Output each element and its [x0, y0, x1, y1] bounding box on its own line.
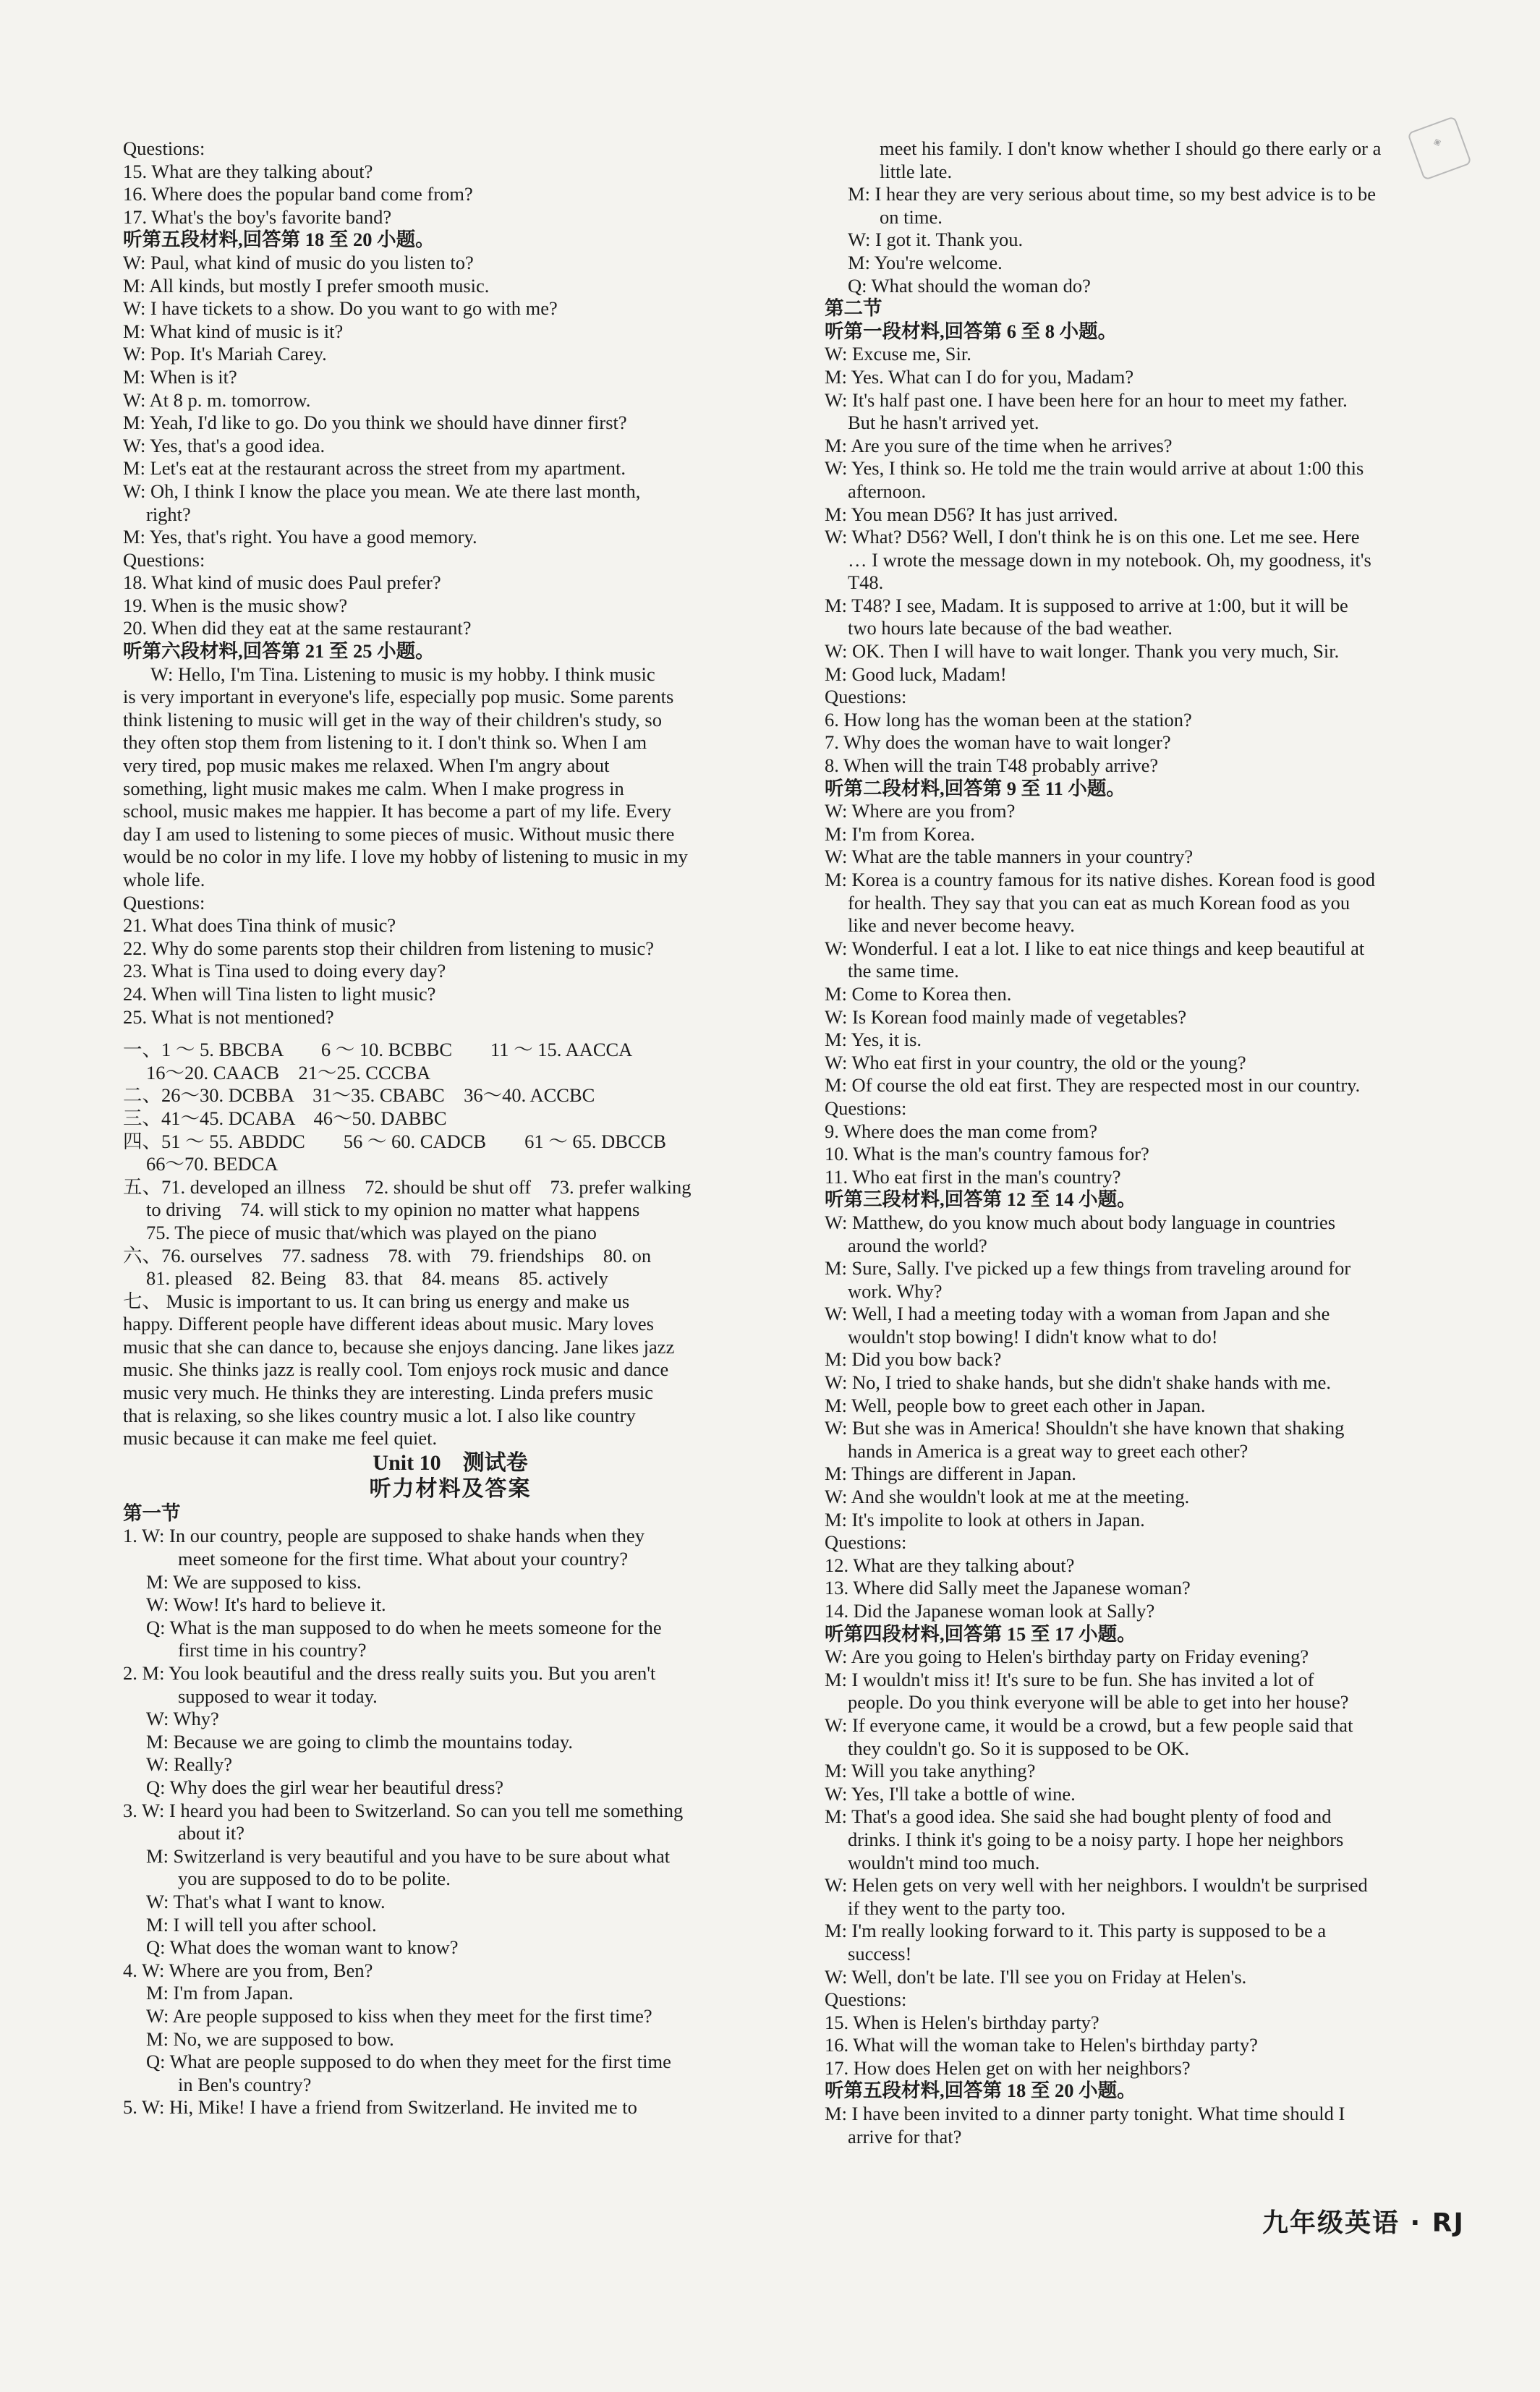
text-line: 二、26～30. DCBBA 31～35. CBABC 36～40. ACCBC	[123, 1084, 595, 1107]
text-line: 5. W: Hi, Mike! I have a friend from Switzerland. He invited me to	[123, 2096, 637, 2119]
text-line: whole life.	[123, 869, 205, 890]
text-line: 81. pleased 82. Being 83. that 84. means 85. actively	[146, 1267, 608, 1290]
text-line: Q: What does the woman want to know?	[146, 1936, 459, 1959]
text-line: on time.	[880, 205, 943, 228]
text-line: happy. Different people have different ideas about music. Mary loves	[123, 1313, 654, 1335]
text-line: M: Are you sure of the time when he arrives?	[825, 434, 1173, 456]
text-line: M: Well, people bow to greet each other in Japan.	[825, 1394, 1206, 1416]
text-line: W: Helen gets on very well with her neighbors. I wouldn't be surprised	[825, 1874, 1368, 1897]
text-line: M: Things are different in Japan.	[825, 1463, 1076, 1485]
text-line: Q: What is the man supposed to do when he meets someone for the	[146, 1616, 662, 1638]
text-line: W: Excuse me, Sir.	[825, 343, 971, 365]
text-line: W: Is Korean food mainly made of vegetables?	[825, 1005, 1187, 1028]
text-line: 6. How long has the woman been at the station?	[825, 708, 1192, 731]
text-line: Questions:	[123, 137, 205, 159]
text-line: music very much. He thinks they are interesting. Linda prefers music	[123, 1382, 653, 1404]
text-line: 16. What will the woman take to Helen's birthday party?	[825, 2034, 1258, 2056]
text-line: M: Yes, that's right. You have a good memory.	[123, 526, 477, 548]
text-line: 13. Where did Sally meet the Japanese woman?	[825, 1577, 1191, 1599]
text-line: school, music makes me happier. It has become a part of my life. Every	[123, 800, 671, 822]
text-line: 12. What are they talking about?	[825, 1554, 1075, 1576]
text-line: Questions:	[825, 1097, 907, 1119]
text-line: W: Well, I had a meeting today with a woman from Japan and she	[825, 1303, 1330, 1325]
text-line: they often stop them from listening to it. I don't think so. When I am	[123, 731, 647, 754]
text-line: 第二节	[825, 297, 882, 320]
text-line: W: OK. Then I will have to wait longer. Thank you very much, Sir.	[825, 640, 1340, 663]
text-line: W: Are you going to Helen's birthday party on Friday evening?	[825, 1646, 1309, 1668]
text-line: 21. What does Tina think of music?	[123, 914, 396, 937]
text-line: right?	[146, 503, 191, 525]
text-line: people. Do you think everyone will be able to get into her house?	[848, 1691, 1349, 1714]
text-line: Questions:	[825, 686, 907, 708]
text-line: W: Oh, I think I know the place you mean. We ate there last month,	[123, 480, 641, 502]
text-line: you are supposed to do to be polite.	[178, 1868, 451, 1890]
text-line: 23. What is Tina used to doing every day?	[123, 960, 446, 982]
text-line: 17. What's the boy's favorite band?	[123, 205, 392, 228]
text-line: Questions:	[825, 1531, 907, 1554]
text-line: M: I wouldn't miss it! It's sure to be fun. She has invited a lot of	[825, 1668, 1314, 1690]
text-line: 15. When is Helen's birthday party?	[825, 2011, 1099, 2033]
text-line: very tired, pop music makes me relaxed. When I'm angry about	[123, 754, 610, 777]
text-line: meet his family. I don't know whether I should go there early or a	[880, 137, 1382, 159]
text-line: Q: Why does the girl wear her beautiful dress?	[146, 1776, 504, 1798]
text-line: 一、1 ～ 5. BBCBA 6 ～ 10. BCBBC 11 ～ 15. AACCA	[123, 1039, 633, 1061]
text-line: is very important in everyone's life, especially pop music. Some parents	[123, 686, 674, 708]
text-line: W: Yes, I'll take a bottle of wine.	[825, 1782, 1076, 1805]
text-line: around the world?	[848, 1234, 987, 1256]
text-line: W: Really?	[146, 1753, 232, 1776]
right-column	[825, 137, 1479, 2148]
text-line: success!	[848, 1942, 912, 1965]
text-line: M: Of course the old eat first. They are respected most in our country.	[825, 1074, 1361, 1097]
text-line: 20. When did they eat at the same restaurant?	[123, 617, 472, 639]
text-line: 11. Who eat first in the man's country?	[825, 1165, 1121, 1188]
text-line: M: I will tell you after school.	[146, 1913, 377, 1936]
text-line: W: At 8 p. m. tomorrow.	[123, 388, 311, 411]
text-line: M: You mean D56? It has just arrived.	[825, 503, 1118, 525]
text-line: 16～20. CAACB 21～25. CCCBA	[146, 1061, 431, 1084]
text-line: 18. What kind of music does Paul prefer?	[123, 571, 441, 594]
text-line: that is relaxing, so she likes country music a lot. I also like country	[123, 1404, 636, 1426]
text-line: about it?	[178, 1822, 244, 1844]
text-line: M: Sure, Sally. I've picked up a few things from traveling around for	[825, 1257, 1351, 1280]
text-line: M: I have been invited to a dinner party tonight. What time should I	[825, 2103, 1345, 2125]
text-line: day I am used to listening to some pieces of music. Without music there	[123, 822, 675, 845]
left-text-block-1	[123, 137, 778, 1450]
text-line: little late.	[880, 160, 953, 182]
text-line: they couldn't go. So it is supposed to be OK.	[848, 1737, 1190, 1759]
text-line: W: Where are you from?	[825, 800, 1016, 822]
page-footer: 九年级英语 · RJ	[1262, 2208, 1465, 2238]
text-line: M: Let's eat at the restaurant across the street from my apartment.	[123, 457, 626, 480]
text-line: 7. Why does the woman have to wait longer?	[825, 731, 1171, 754]
text-line: 听第四段材料,回答第 15 至 17 小题。	[825, 1622, 1136, 1645]
text-line: 25. What is not mentioned?	[123, 1005, 334, 1028]
text-line: wouldn't stop bowing! I didn't know what to do!	[848, 1325, 1218, 1348]
text-line: music that she can dance to, because she enjoys dancing. Jane likes jazz	[123, 1335, 675, 1358]
text-line: M: Yes. What can I do for you, Madam?	[825, 365, 1134, 388]
seal-stamp-icon: ◈	[1407, 116, 1472, 181]
text-line: 七、 Music is important to us. It can bring us energy and make us	[123, 1290, 630, 1312]
text-line: M: Good luck, Madam!	[825, 663, 1007, 685]
text-line: work. Why?	[848, 1280, 943, 1302]
text-line: M: What kind of music is it?	[123, 320, 344, 342]
text-line: W: If everyone came, it would be a crowd, but a few people said that	[825, 1714, 1353, 1736]
text-line: afternoon.	[848, 480, 927, 502]
unit-title: Unit 10 测试卷	[373, 1450, 528, 1475]
text-line: W: What are the table manners in your country?	[825, 846, 1194, 868]
text-line: W: Why?	[146, 1708, 219, 1730]
text-line: 听第二段材料,回答第 9 至 11 小题。	[825, 777, 1126, 799]
text-line: W: And she wouldn't look at me at the meeting.	[825, 1486, 1190, 1508]
text-line: 听第三段材料,回答第 12 至 14 小题。	[825, 1188, 1136, 1211]
text-line: for health. They say that you can eat as much Korean food as you	[848, 891, 1350, 914]
text-line: music because it can make me feel quiet.	[123, 1427, 438, 1450]
text-line: W: Matthew, do you know much about body language in countries	[825, 1211, 1336, 1233]
text-line: W: Yes, that's a good idea.	[123, 434, 326, 456]
text-line: 2. M: You look beautiful and the dress really suits you. But you aren't	[123, 1662, 656, 1684]
text-line: M: Yes, it is.	[825, 1029, 922, 1051]
text-line: W: But she was in America! Shouldn't she have known that shaking	[825, 1417, 1345, 1439]
text-line: M: I hear they are very serious about time, so my best advice is to be	[848, 183, 1377, 205]
text-line: W: Paul, what kind of music do you listen to?	[123, 251, 474, 273]
text-line: 第一节	[123, 1502, 181, 1524]
unit-subtitle: 听力材料及答案	[369, 1476, 532, 1501]
text-line: 4. W: Where are you from, Ben?	[123, 1959, 373, 1981]
text-line: in Ben's country?	[178, 2073, 312, 2095]
text-line: M: T48? I see, Madam. It is supposed to arrive at 1:00, but it will be	[825, 594, 1348, 616]
text-line: W: Yes, I think so. He told me the train would arrive at about 1:00 this	[825, 457, 1364, 480]
text-line: M: It's impolite to look at others in Japan.	[825, 1508, 1145, 1531]
text-line: Q: What should the woman do?	[848, 274, 1091, 297]
text-line: M: You're welcome.	[848, 251, 1003, 273]
text-line: M: When is it?	[123, 365, 237, 388]
text-line: 听第五段材料,回答第 18 至 20 小题。	[825, 2080, 1136, 2102]
text-line: first time in his country?	[178, 1639, 367, 1661]
text-line: 66～70. BEDCA	[146, 1153, 278, 1175]
text-line: 17. How does Helen get on with her neighbors?	[825, 2056, 1191, 2079]
text-line: supposed to wear it today.	[178, 1685, 378, 1707]
left-column	[123, 137, 778, 2119]
text-line: think listening to music will get in the way of their children's study, so	[123, 708, 662, 731]
text-line: W: I got it. Thank you.	[848, 229, 1024, 251]
text-line: W: What? D56? Well, I don't think he is on this one. Let me see. Here	[825, 526, 1360, 548]
text-line: M: Will you take anything?	[825, 1760, 1036, 1782]
text-line: 五、71. developed an illness 72. should be shut off 73. prefer walking	[123, 1175, 692, 1198]
text-line: Questions:	[825, 1988, 907, 2011]
text-line: would be no color in my life. I love my hobby of listening to music in my	[123, 846, 688, 868]
text-line: drinks. I think it's going to be a noisy party. I hope her neighbors	[848, 1828, 1344, 1850]
text-line: 75. The piece of music that/which was played on the piano	[146, 1221, 597, 1243]
text-line: 听第一段材料,回答第 6 至 8 小题。	[825, 320, 1118, 342]
text-line: arrive for that?	[848, 2125, 962, 2148]
text-line: 24. When will Tina listen to light music?	[123, 982, 436, 1005]
text-line: 1. W: In our country, people are supposed to shake hands when they	[123, 1525, 644, 1547]
text-line: hands in America is a great way to greet each other?	[848, 1439, 1248, 1462]
text-line: W: Hello, I'm Tina. Listening to music is my hobby. I think music	[150, 663, 655, 685]
text-line: like and never become heavy.	[848, 914, 1075, 937]
text-line: 22. Why do some parents stop their children from listening to music?	[123, 937, 655, 959]
text-line: music. She thinks jazz is really cool. Tom enjoys rock music and dance	[123, 1358, 669, 1381]
text-line: M: Yeah, I'd like to go. Do you think we should have dinner first?	[123, 412, 627, 434]
text-line: 听第五段材料,回答第 18 至 20 小题。	[123, 229, 435, 251]
text-line: W: That's what I want to know.	[146, 1890, 386, 1912]
text-line: 六、76. ourselves 77. sadness 78. with 79. friendships 80. on	[123, 1244, 652, 1267]
text-line: Questions:	[123, 548, 205, 571]
text-line: M: Did you bow back?	[825, 1348, 1002, 1371]
text-line: 15. What are they talking about?	[123, 160, 373, 182]
text-line: M: I'm from Korea.	[825, 822, 975, 845]
text-line: W: It's half past one. I have been here for an hour to meet my father.	[825, 388, 1348, 411]
text-line: … I wrote the message down in my notebook. Oh, my goodness, it's	[848, 548, 1371, 571]
text-line: 19. When is the music show?	[123, 594, 348, 616]
text-line: W: Wonderful. I eat a lot. I like to eat nice things and keep beautiful at	[825, 937, 1365, 959]
text-line: W: I have tickets to a show. Do you want to go with me?	[123, 297, 558, 320]
text-line: 听第六段材料,回答第 21 至 25 小题。	[123, 640, 435, 663]
text-line: W: Are people supposed to kiss when they meet for the first time?	[146, 2004, 652, 2027]
text-line: 9. Where does the man come from?	[825, 1120, 1097, 1142]
text-line: But he hasn't arrived yet.	[848, 412, 1039, 434]
text-line: W: Wow! It's hard to believe it.	[146, 1593, 386, 1616]
text-line: M: That's a good idea. She said she had bought plenty of food and	[825, 1805, 1332, 1828]
text-line: 14. Did the Japanese woman look at Sally?	[825, 1600, 1155, 1622]
text-line: meet someone for the first time. What about your country?	[178, 1548, 629, 1570]
text-line: M: We are supposed to kiss.	[146, 1570, 362, 1593]
text-line: M: I'm from Japan.	[146, 1982, 294, 2004]
text-line: 8. When will the train T48 probably arrive?	[825, 754, 1159, 777]
text-line: 16. Where does the popular band come from?	[123, 183, 473, 205]
text-line: M: All kinds, but mostly I prefer smooth music.	[123, 274, 490, 297]
text-line: M: Korea is a country famous for its native dishes. Korean food is good	[825, 869, 1375, 890]
text-line: to driving 74. will stick to my opinion no matter what happens	[146, 1199, 640, 1221]
text-line: Questions:	[123, 891, 205, 914]
text-line: 四、51 ～ 55. ABDDC 56 ～ 60. CADCB 61 ～ 65. DBCCB	[123, 1130, 666, 1152]
text-line: W: Who eat first in your country, the old or the young?	[825, 1051, 1246, 1073]
text-line: two hours late because of the bad weather.	[848, 617, 1173, 639]
text-line: M: Because we are going to climb the mountains today.	[146, 1730, 573, 1753]
text-line: W: Well, don't be late. I'll see you on Friday at Helen's.	[825, 1965, 1247, 1988]
text-line: 三、41～45. DCABA 46～50. DABBC	[123, 1107, 447, 1129]
text-line: 3. W: I heard you had been to Switzerland. So can you tell me something	[123, 1799, 684, 1821]
text-line: W: Pop. It's Mariah Carey.	[123, 343, 327, 365]
text-line: if they went to the party too.	[848, 1897, 1065, 1919]
text-line: the same time.	[848, 960, 959, 982]
text-line: wouldn't mind too much.	[848, 1851, 1040, 1873]
text-line: Q: What are people supposed to do when they meet for the first time	[146, 2051, 671, 2073]
text-line: M: Come to Korea then.	[825, 982, 1012, 1005]
text-line: 10. What is the man's country famous for?	[825, 1143, 1149, 1165]
right-text-block	[825, 137, 1479, 2148]
text-line: W: No, I tried to shake hands, but she didn't shake hands with me.	[825, 1371, 1332, 1394]
left-text-block-2	[123, 1502, 778, 2119]
text-line: something, light music makes me calm. When I make progress in	[123, 777, 624, 799]
text-line: T48.	[848, 571, 884, 594]
text-line	[123, 1029, 778, 1039]
text-line: M: No, we are supposed to bow.	[146, 2027, 394, 2050]
text-line: M: Switzerland is very beautiful and you have to be sure about what	[146, 1844, 671, 1867]
text-line: M: I'm really looking forward to it. This party is supposed to be a	[825, 1920, 1327, 1942]
